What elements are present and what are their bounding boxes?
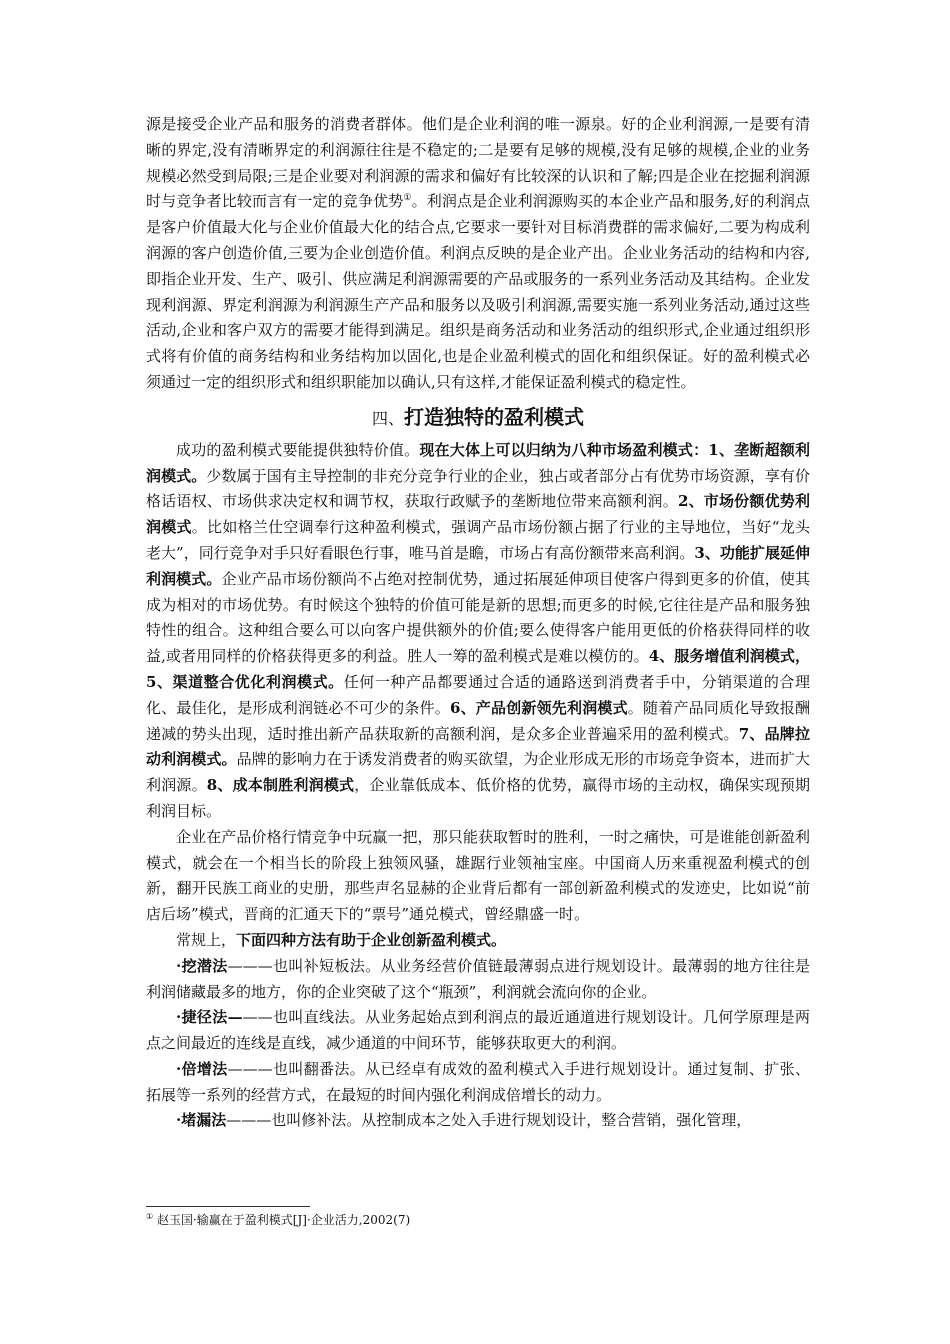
paragraph-text: 常规上， <box>176 930 237 949</box>
footnote-reference[interactable]: ① <box>403 193 412 204</box>
paragraph-methods-intro <box>146 928 810 954</box>
document-body <box>146 112 810 1134</box>
bold-text: 2、市场份额优势利润模式 <box>146 492 810 537</box>
paragraph-text: 。随着产品同质化导致报酬递减的势头出现，适时推出新产品获取新的高额利润，是众多企业普遍采用的盈利模式。 <box>146 698 810 743</box>
bold-text: 4、服务增值利润模式，5、渠道整合优化利润模式。 <box>146 647 810 691</box>
paragraph-text: 品牌的影响力在于诱发消费者的购买欲望，为企业形成无形的市场竞争资本，进而扩大利润源。 <box>146 750 810 795</box>
paragraph-eight-models <box>146 438 810 825</box>
method-name: ·堵漏法 <box>176 1111 227 1130</box>
paragraph-profit-source <box>146 112 810 396</box>
footnote-separator <box>146 1206 310 1207</box>
method-name: ·捷径法— <box>176 1008 243 1027</box>
method-text: ———也叫修补法。从控制成本之处入手进行规划设计，整合营销，强化管理， <box>226 1111 752 1130</box>
bold-text: 6、产品创新领先利润模式 <box>449 698 628 717</box>
paragraph-text: 。利润点是企业利润源购买的本企业产品和服务,好的利润点是客户价值最大化与企业价值最大化的结合点,它要求一要针对目标消费群的需求偏好,二要为构成利润源的客户创造价值,三要为企业创造价值。利润点反映的是企业产出。企业业务活动的结构和内容,即指企业开发、生产、吸引、供应满足利润源需要的产品或服务的一系列业务活动及其结构。企业发现利润源、界定利润源为利润源生产产品和服务以及吸引利润源,需要实施一系列业务活动,通过这些活动,企业和客户双方的需要才能得到满足。组织是商务活动和业务活动的组织形式,企业通过组织形式将有价值的商务结构和业务结构加以固化,也是企业盈利模式的固化和组织保证。好的盈利模式必须通过一定的组织形式和组织职能加以确认,只有这样,才能保证盈利模式的稳定性。 <box>146 192 810 391</box>
bold-text: 下面四种方法有助于企业创新盈利模式。 <box>236 930 507 949</box>
paragraph-text: 成功的盈利模式要能提供独特价值。 <box>176 440 420 459</box>
section-heading <box>146 402 810 434</box>
bold-text: 8、成本制胜利润模式 <box>206 776 355 795</box>
section-title: 打造独特的盈利模式 <box>404 404 584 429</box>
paragraph-text: 少数属于国有主导控制的非充分竞争行业的企业，独占或者部分占有优势市场资源，享有价格话语权、市场供求决定权和调节权，获取行政赋予的垄断地位带来高额利润。 <box>146 466 810 511</box>
method-text: ———也叫翻番法。从已经卓有成效的盈利模式入手进行规划设计。通过复制、扩张、拓展等一系列的经营方式，在最短的时间内强化利润成倍增长的动力。 <box>146 1059 810 1104</box>
method-item <box>146 1005 810 1057</box>
bold-text: 7、品牌拉动利润模式。 <box>146 724 810 769</box>
method-item <box>146 1108 810 1134</box>
method-text: ——也叫直线法。从业务起始点到利润点的最近通道进行规划设计。几何学原理是两点之间最近的连线是直线，减少通道的中间环节，能够获取更大的利润。 <box>146 1008 810 1053</box>
bold-text: 现在大体上可以归纳为八种市场盈利模式：1、垄断超额利润模式。 <box>146 440 810 485</box>
footnote <box>146 1212 410 1228</box>
footnote-mark: ① <box>146 1212 154 1221</box>
paragraph-text: 任何一种产品都要通过合适的通路送到消费者手中，分销渠道的合理化、最佳化，是形成利润链必不可少的条件。 <box>146 672 810 717</box>
paragraph-text: ，企业靠低成本、低价格的优势，赢得市场的主动权，确保实现预期利润目标。 <box>146 776 810 820</box>
method-name: ·倍增法 <box>176 1059 228 1078</box>
section-number: 四、 <box>371 408 404 428</box>
method-text: ———也叫补短板法。从业务经营价值链最薄弱点进行规划设计。最薄弱的地方往往是利润储藏最多的地方，你的企业突破了这个“瓶颈”，利润就会流向你的企业。 <box>146 956 810 1001</box>
paragraph-text: 。比如格兰仕空调奉行这种盈利模式，强调产品市场份额占据了行业的主导地位，当好“龙头老大”，同行竞争对手只好看眼色行事，唯马首是瞻，市场占有高份额带来高利润。 <box>146 518 810 562</box>
paragraph-text: 源是接受企业产品和服务的消费者群体。他们是企业利润的唯一源泉。好的企业利润源,一是要有清晰的界定,没有清晰界定的利润源往往是不稳定的;二是要有足够的规模,没有足够的规模,企业的业务规模必然受到局限;三是企业要对利润源的需求和偏好有比较深的认识和了解;四是企业在挖掘利润源时与竞争者比较而言有一定的竞争优势 <box>146 115 810 211</box>
footnote-text: 赵玉国·输赢在于盈利模式[J]·企业活力,2002(7) <box>153 1213 411 1227</box>
paragraph-innovation: 企业在产品价格行情竞争中玩赢一把，那只能获取暂时的胜利，一时之痛快，可是谁能创新盈利模式，就会在一个相当长的阶段上独领风骚，雄踞行业领袖宝座。中国商人历来重视盈利模式的创新，翻开民族工商业的史册，那些声名显赫的企业背后都有一部创新盈利模式的发迹史，比如说“前店后场”模式，晋商的汇通天下的“票号”通兑模式，曾经鼎盛一时。 <box>146 827 810 924</box>
method-item <box>146 1057 810 1109</box>
method-item <box>146 954 810 1006</box>
method-name: ·挖潜法 <box>176 956 228 975</box>
bold-text: 3、功能扩展延伸利润模式。 <box>146 543 810 588</box>
paragraph-text: 企业产品市场份额尚不占绝对控制优势，通过拓展延伸项目使客户得到更多的价值，使其成为相对的市场优势。有时候这个独特的价值可能是新的思想;而更多的时候,它往往是产品和服务独特性的组合。这种组合要么可以向客户提供额外的价值;要么使得客户能用更低的价格获得同样的收益,或者用同样的价格获得更多的利益。胜人一筹的盈利模式是难以模仿的。 <box>146 569 810 666</box>
